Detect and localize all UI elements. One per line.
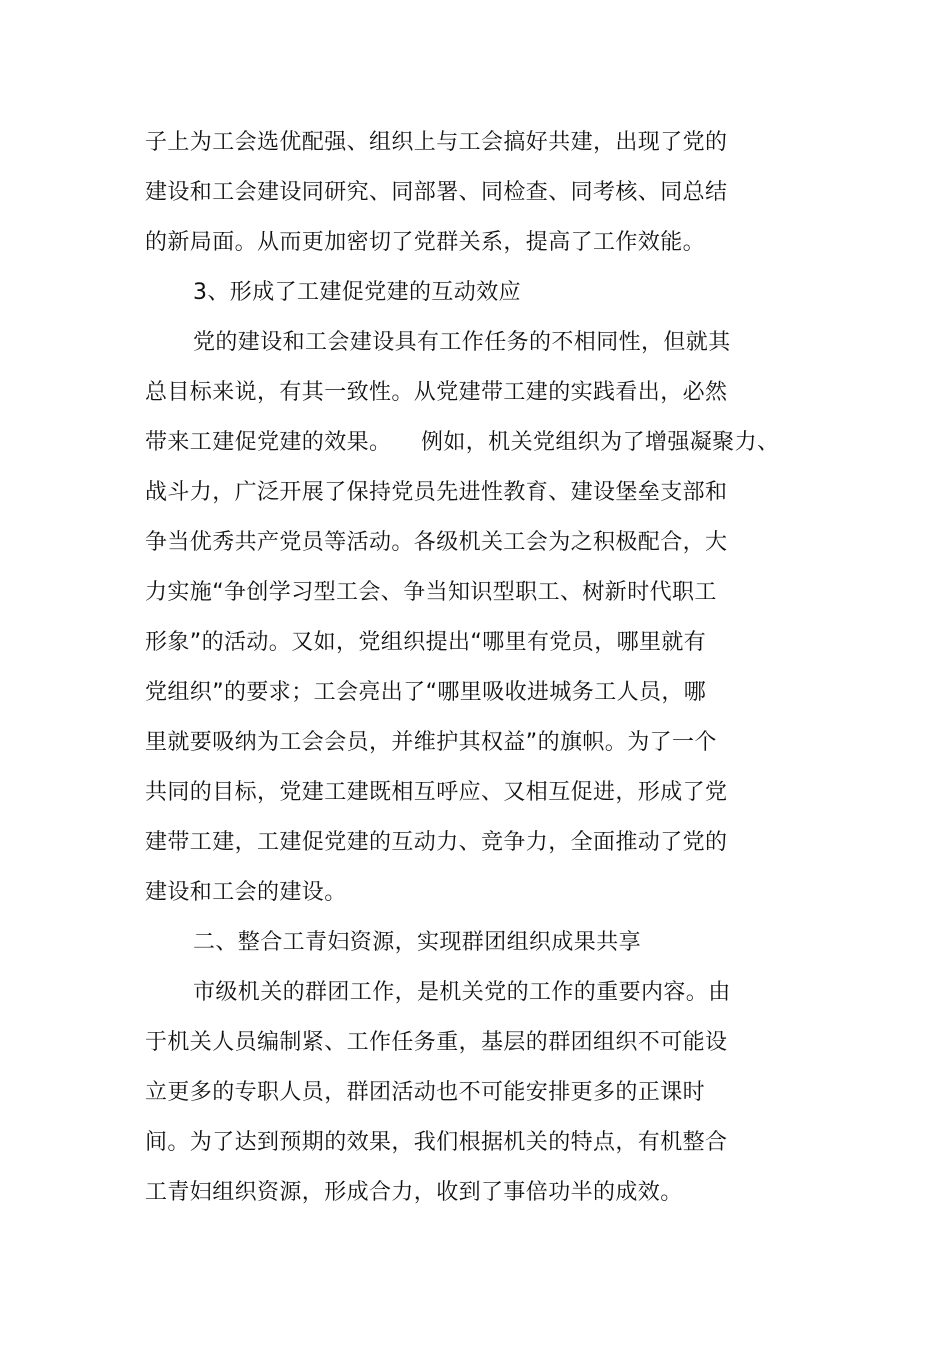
paragraph-start: 党的建设和工会建设具有工作任务的不相同性，但就其 [193, 330, 731, 355]
text-line: 工青妇组织资源，形成合力，收到了事倍功半的成效。 [145, 1180, 683, 1205]
text-line: 总目标来说，有其一致性。从党建带工建的实践看出，必然 [145, 380, 728, 405]
text-line: 建设和工会建设同研究、同部署、同检查、同考核、同总结 [145, 180, 728, 205]
text-line: 党组织”的要求；工会亮出了“哪里吸收进城务工人员，哪 [145, 680, 707, 705]
text-line: 战斗力，广泛开展了保持党员先进性教育、建设堡垒支部和 [145, 480, 728, 505]
body-text [145, 118, 785, 1218]
section-heading: 二、整合工青妇资源，实现群团组织成果共享 [193, 930, 642, 955]
text-line: 共同的目标，党建工建既相互呼应、又相互促进，形成了党 [145, 780, 728, 805]
text-line: 争当优秀共产党员等活动。各级机关工会为之积极配合，大 [145, 530, 728, 555]
text-line: 立更多的专职人员，群团活动也不可能安排更多的正课时 [145, 1080, 706, 1105]
text-line: 的新局面。从而更加密切了党群关系，提高了工作效能。 [145, 230, 706, 255]
paragraph-start: 市级机关的群团工作，是机关党的工作的重要内容。由 [193, 980, 731, 1005]
text-line: 里就要吸纳为工会会员，并维护其权益”的旗帜。为了一个 [145, 730, 717, 755]
section-heading: 3、形成了工建促党建的互动效应 [193, 280, 521, 305]
text-line: 于机关人员编制紧、工作任务重，基层的群团组织不可能设 [145, 1030, 728, 1055]
text-line: 建设和工会的建设。 [145, 880, 347, 905]
text-line: 力实施“争创学习型工会、争当知识型职工、树新时代职工 [145, 580, 717, 605]
text-line: 间。为了达到预期的效果，我们根据机关的特点，有机整合 [145, 1130, 728, 1155]
text-line: 带来工建促党建的效果。 例如，机关党组织为了增强凝聚力、 [145, 430, 780, 455]
text-line: 形象”的活动。又如，党组织提出“哪里有党员，哪里就有 [145, 630, 707, 655]
text-line: 建带工建，工建促党建的互动力、竞争力，全面推动了党的 [145, 830, 728, 855]
text-line: 子上为工会选优配强、组织上与工会搞好共建，出现了党的 [145, 130, 728, 155]
